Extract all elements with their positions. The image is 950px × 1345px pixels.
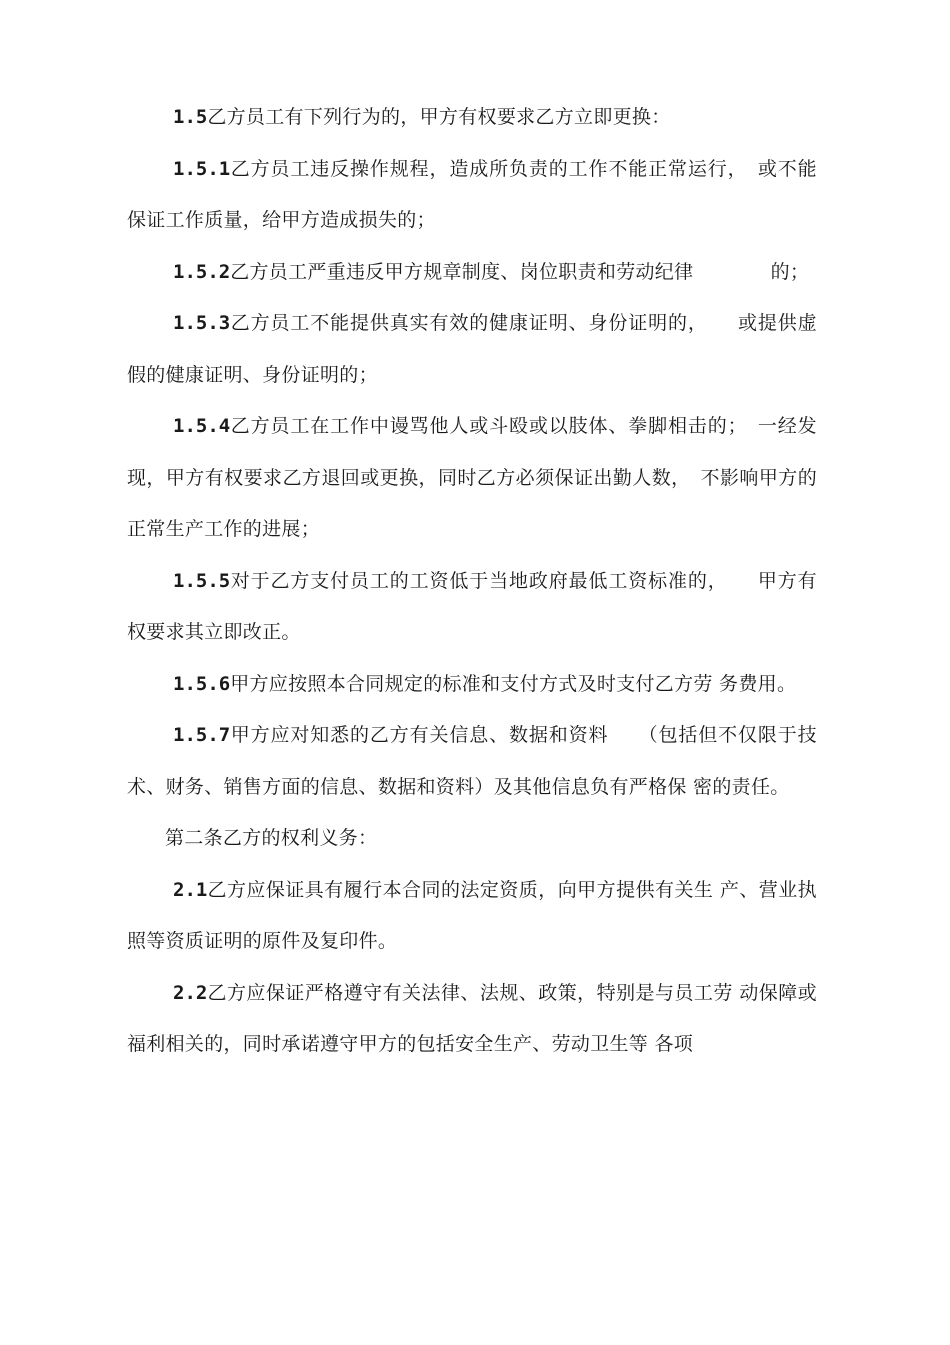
clause-2-1: [127, 865, 817, 968]
clause-number: 1.5.1: [173, 157, 231, 180]
clause-text: 甲方应对知悉的乙方有关信息、数据和资料 （包括但不仅限于技术、财务、销售方面的信息、数据和资料）及其他信息负有严格保 密的责任。: [127, 724, 817, 798]
clause-number: 1.5.6: [173, 672, 231, 695]
clause-text: 乙方员工违反操作规程，造成所负责的工作不能正常运行， 或不能保证工作质量，给甲方造成损失的；: [127, 157, 817, 231]
clause-2-2: [127, 968, 817, 1071]
clause-text: 乙方应保证具有履行本合同的法定资质，向甲方提供有关生 产、营业执照等资质证明的原件及复印件。: [127, 878, 817, 952]
contract-body: [127, 92, 817, 1071]
clause-number: 1.5.7: [173, 724, 231, 746]
clause-number: 1.5: [173, 106, 208, 128]
clause-text: 乙方员工有下列行为的，甲方有权要求乙方立即更换：: [207, 106, 671, 128]
clause-number: 1.5.5: [173, 569, 231, 592]
clause-number: 2.1: [173, 878, 208, 901]
clause-text: 甲方应按照本合同规定的标准和支付方式及时支付乙方劳 务费用。: [230, 672, 797, 695]
clause-text: 乙方员工在工作中谩骂他人或斗殴或以肢体、拳脚相击的； 一经发现，甲方有权要求乙方退回或更换，同时乙方必须保证出勤人数， 不影响甲方的正常生产工作的进展；: [127, 415, 817, 540]
clause-1-5-1: [127, 144, 817, 247]
clause-1-5-4: [127, 401, 817, 556]
clause-text: 对于乙方支付员工的工资低于当地政府最低工资标准的， 甲方有权要求其立即改正。: [127, 569, 817, 643]
heading-text: 第二条乙方的权利义务：: [165, 827, 378, 849]
clause-text: 乙方应保证严格遵守有关法律、法规、政策，特别是与员工劳 动保障或福利相关的，同时承诺遵守甲方的包括安全生产、劳动卫生等 各项: [127, 981, 817, 1055]
clause-1-5-7: [127, 710, 817, 813]
clause-number: 1.5.3: [173, 312, 231, 334]
article-2-heading: [127, 813, 817, 865]
clause-1-5-5: [127, 556, 817, 659]
clause-number: 2.2: [173, 981, 208, 1004]
clause-1-5: [127, 92, 817, 144]
clause-1-5-3: [127, 298, 817, 401]
clause-text: 乙方员工严重违反甲方规章制度、岗位职责和劳动纪律 的；: [230, 260, 810, 283]
clause-1-5-6: [127, 659, 817, 711]
clause-number: 1.5.4: [173, 415, 231, 437]
clause-text: 乙方员工不能提供真实有效的健康证明、身份证明的， 或提供虚假的健康证明、身份证明的；: [127, 312, 817, 386]
clause-number: 1.5.2: [173, 260, 231, 283]
clause-1-5-2: [127, 247, 817, 299]
